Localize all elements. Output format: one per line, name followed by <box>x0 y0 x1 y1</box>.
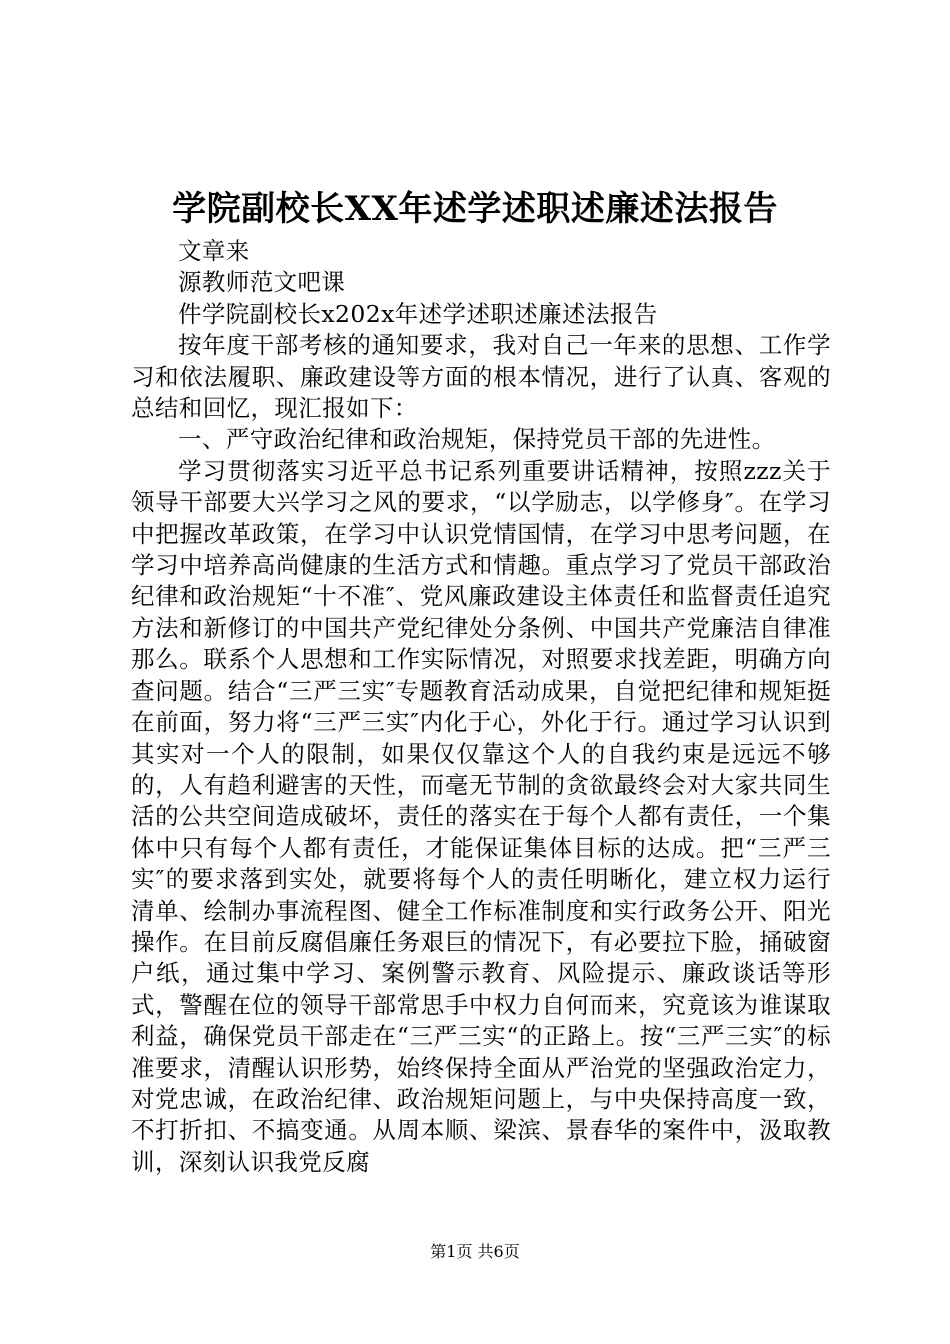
paragraph-source-line-2: 源教师范文吧课 <box>178 268 346 297</box>
document-title: 学院副校长XX年述学述职述廉述法报告 <box>172 189 778 229</box>
paragraph-source-line-1: 文章来 <box>178 237 250 265</box>
paragraph-source-line-3: 件学院副校长x202x年述学述职述廉述法报告 <box>178 299 658 328</box>
page-footer: 第1页 共6页 <box>430 1242 520 1261</box>
section-heading-1: 一、严守政治纪律和政治规矩，保持党员干部的先进性。 <box>178 425 776 454</box>
paragraph-introduction: 按年度干部考核的通知要求，我对自己一年来的思想、工作学习和依法履职、廉政建设等方面的根本情况，进行了认真、客观的总结和回忆，现汇报如下： <box>131 331 831 423</box>
document-body <box>131 236 831 1178</box>
paragraph-section-1-body: 学习贯彻落实习近平总书记系列重要讲话精神，按照zzz关于领导干部要大兴学习之风的要求，“以学励志，以学修身″。在学习中把握改革政策，在学习中认识党情国情，在学习中思考问题，在学习中培养高尚健康的生活方式和情趣。重点学习了党员干部政治纪律和政治规矩“十不准″、党风廉政建设主体责任和监督责任追究方法和新修订的中国共产党纪律处分条例、中国共产党廉洁自律准那么。联系个人思想和工作实际情况，对照要求找差距，明确方向查问题。结合“三严三实″专题教育活动成果，自觉把纪律和规矩挺在前面，努力将“三严三实″内化于心，外化于行。通过学习认识到其实对一个人的限制，如果仅仅靠这个人的自我约束是远远不够的，人有趋利避害的天性，而毫无节制的贪欲最终会对大家共同生活的公共空间造成破坏，责任的落实在于每个人都有责任，一个集体中只有每个人都有责任，才能保证集体目标的达成。把“三严三实″的要求落到实处，就要将每个人的责任明晰化，建立权力运行清单、绘制办事流程图、健全工作标准制度和实行政务公开、阳光操作。在目前反腐倡廉任务艰巨的情况下，有必要拉下脸，捅破窗户纸，通过集中学习、案例警示教育、风险提示、廉政谈话等形式，警醒在位的领导干部常思手中权力自何而来，究竟该为谁谋取利益，确保党员干部走在“三严三实“的正路上。按“三严三实″的标准要求，清醒认识形势，始终保持全面从严治党的坚强政治定力，对党忠诚，在政治纪律、政治规矩问题上，与中央保持高度一致，不打折扣、不搞变通。从周本顺、梁滨、景春华的案件中，汲取教训，深刻认识我党反腐 <box>131 456 831 1176</box>
